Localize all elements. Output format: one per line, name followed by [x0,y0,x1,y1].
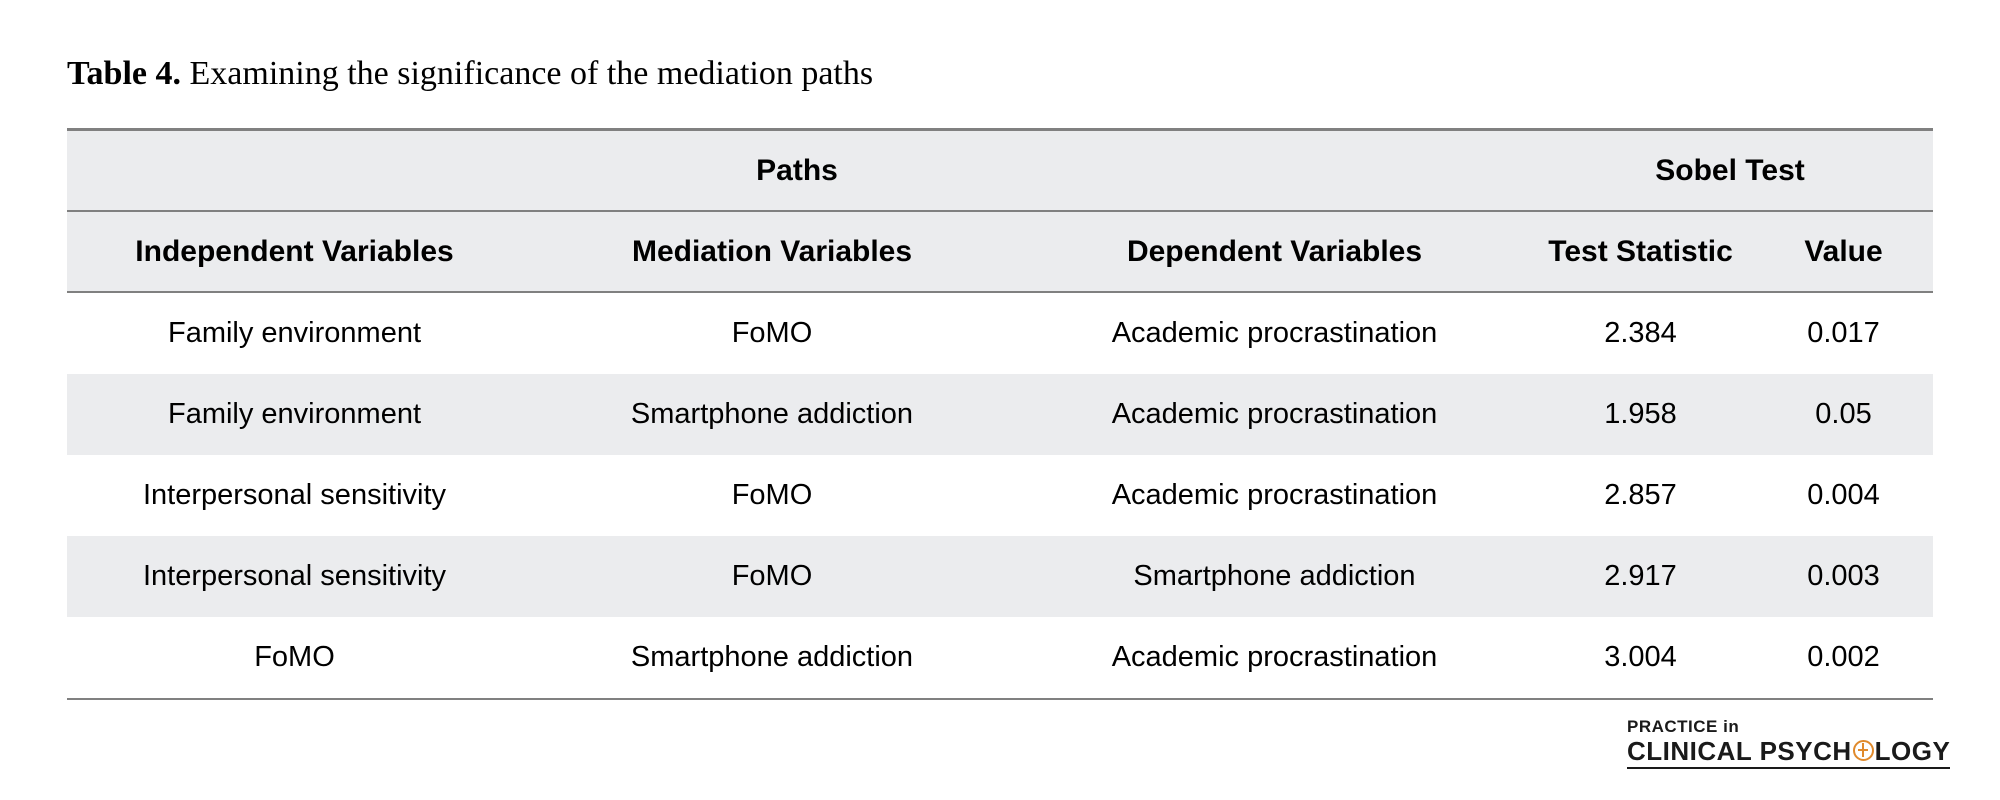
cell-value: 0.05 [1754,374,1933,455]
cell-dependent: Smartphone addiction [1022,536,1527,617]
cell-value: 0.002 [1754,617,1933,699]
table-row [67,292,1933,374]
col-header-value: Value [1754,211,1933,292]
logo-text-b: LOGY [1874,736,1951,766]
col-header-independent: Independent Variables [67,211,522,292]
cell-independent: Family environment [167,317,422,349]
table-header [67,130,1933,293]
cell-test-statistic: 2.857 [1604,479,1677,511]
cell-mediation: Smartphone addiction [522,374,1022,455]
cell-test-statistic: 2.384 [1604,317,1677,349]
caption-text: Examining the significance of the mediation paths [181,55,874,92]
cell-independent: Family environment [67,374,522,455]
cell-independent: Interpersonal sensitivity [142,479,447,511]
mediation-table [67,128,1933,700]
column-header-row [67,211,1933,292]
cell-value: 0.017 [1807,317,1880,349]
cell-test-statistic: 1.958 [1527,374,1754,455]
cell-dependent: Academic procrastination [1022,617,1527,699]
cell-test-statistic: 3.004 [1527,617,1754,699]
cell-value: 0.004 [1807,479,1880,511]
table-row [67,455,1933,536]
table-row [67,617,1933,699]
col-header-mediation: Mediation Variables [522,211,1022,292]
table-body [67,292,1933,699]
group-header-paths: Paths [67,130,1527,212]
cell-dependent: Academic procrastination [1022,374,1527,455]
caption-label: Table 4. [67,55,182,92]
cell-mediation: FoMO [731,317,813,349]
journal-logo [1627,717,1951,769]
table-row [67,536,1933,617]
col-header-dependent: Dependent Variables [1022,211,1527,292]
table-caption [67,52,873,96]
cell-test-statistic: 2.917 [1527,536,1754,617]
group-header-row [67,130,1933,212]
cell-independent: Interpersonal sensitivity [67,536,522,617]
cell-mediation: FoMO [522,536,1022,617]
cell-mediation: Smartphone addiction [522,617,1022,699]
logo-line-clinical-psychology [1627,736,1950,769]
cell-dependent: Academic procrastination [1111,317,1438,349]
cell-value: 0.003 [1754,536,1933,617]
col-header-test-statistic: Test Statistic [1527,211,1754,292]
brain-o-mark-icon [1853,740,1874,761]
cell-mediation: FoMO [731,479,813,511]
group-header-sobel: Sobel Test [1527,130,1933,212]
logo-line-practice: PRACTICE in [1627,717,1740,736]
cell-independent: FoMO [67,617,522,699]
logo-text-a: CLINICAL PSYCH [1627,736,1852,766]
cell-dependent: Academic procrastination [1111,479,1438,511]
table-row [67,374,1933,455]
